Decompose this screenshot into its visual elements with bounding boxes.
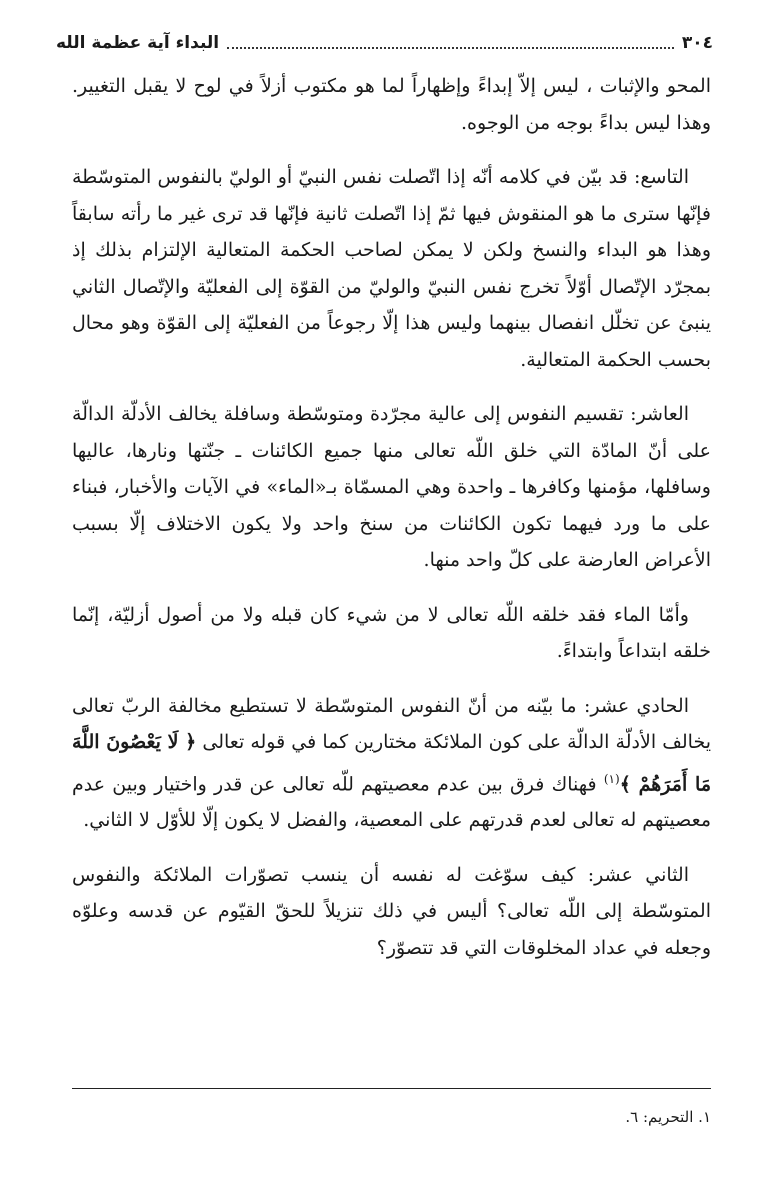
paragraph-twelfth: الثاني عشر: كيف سوّغت له نفسه أن ينسب تصوّرات الملائكة والنفوس المتوسّطة إلى اللّه تعالى؟ أليس في ذلك تنزيلاً للحقّ القيّوم عن قدسه وعلوّه وجعله في عداد المخلوقات التي قد تتصوّر؟ [72, 863, 711, 959]
page-body [72, 68, 711, 984]
paragraph-ninth: التاسع: قد بيّن في كلامه أنّه إذا اتّصلت نفس النبيّ أو الوليّ بالنفوس المتوسّطة فإنّها سترى ما هو المنقوش فيها ثمّ إذا اتّصلت ثانية فإنّها قد ترى غير ما رأته سابقاً وهذا هو البداء والنسخ ولكن لا يمكن لصاحب الحكمة المتعالية الإلتزام بذلك إذ بمجرّد الإتّصال أوّلاً تخرج نفس النبيّ والوليّ من القوّة إلى الفعليّة والإتّصال الثاني ينبئ عن تخلّل انفصال بينهما وليس هذا إلّا رجوعاً من الفعليّة إلى القوّة وهو محال بحسب الحكمة المتعالية. [72, 166, 711, 371]
footnote-separator [72, 1088, 711, 1089]
header-leader-dots [227, 46, 674, 49]
paragraph-water: وأمّا الماء فقد خلقه اللّه تعالى لا من شيء كان قبله ولا من أصول أزليّة، إنّما خلقه ابتداعاً وابتداءً. [72, 603, 711, 662]
footnote: ١. التحريم: ٦. [625, 1108, 711, 1126]
paragraph-continuation: المحو والإثبات ، ليس إلاّ إبداءً وإظهاراً لما هو مكتوب أزلاً في لوح لا يقبل التغيير. وهذا ليس بداءً بوجه من الوجوه. [72, 75, 711, 134]
footnote-marker: (١) [603, 771, 620, 786]
paragraph-tenth: العاشر: تقسيم النفوس إلى عالية مجرّدة ومتوسّطة وسافلة يخالف الأدلّة الدالّة على أنّ المادّة التي خلق اللّه تعالى منها جميع الكائنات ـ جنّتها ونارها، عاليها وسافلها، مؤمنها وكافرها ـ واحدة وهي المسمّاة بـ«الماء» في الآيات والأخبار، فبناء على ما ورد فيهما تكون الكائنات من سنخ واحد ولا يكون الاختلاف إلّا بسبب الأعراض العارضة على كلّ واحد منها. [72, 403, 711, 571]
paragraph-eleventh-continuation: فهناك فرق بين عدم معصيتهم للّه تعالى عن قدر واختيار وبين عدم معصيتهم له تعالى لعدم قدرتهم على المعصية، والفضل لا يكون إلّا للأوّل لا الثاني. [72, 772, 711, 832]
paragraph-eleventh-text: الحادي عشر: ما بيّنه من أنّ النفوس المتوسّطة لا تستطيع مخالفة الربّ تعالى يخالف الأدلّة الدالّة على كون الملائكة مختارين كما في قوله تعالى [72, 694, 712, 753]
running-title: البداء آية عظمة الله [56, 33, 220, 53]
running-header [56, 28, 713, 58]
quran-quote: ﴿ لَا يَعْصُونَ اللَّهَ مَا أَمَرَهُمْ ﴾ [72, 731, 711, 795]
paragraph-eleventh [72, 688, 711, 839]
page-number: ٣٠٤ [681, 33, 713, 53]
